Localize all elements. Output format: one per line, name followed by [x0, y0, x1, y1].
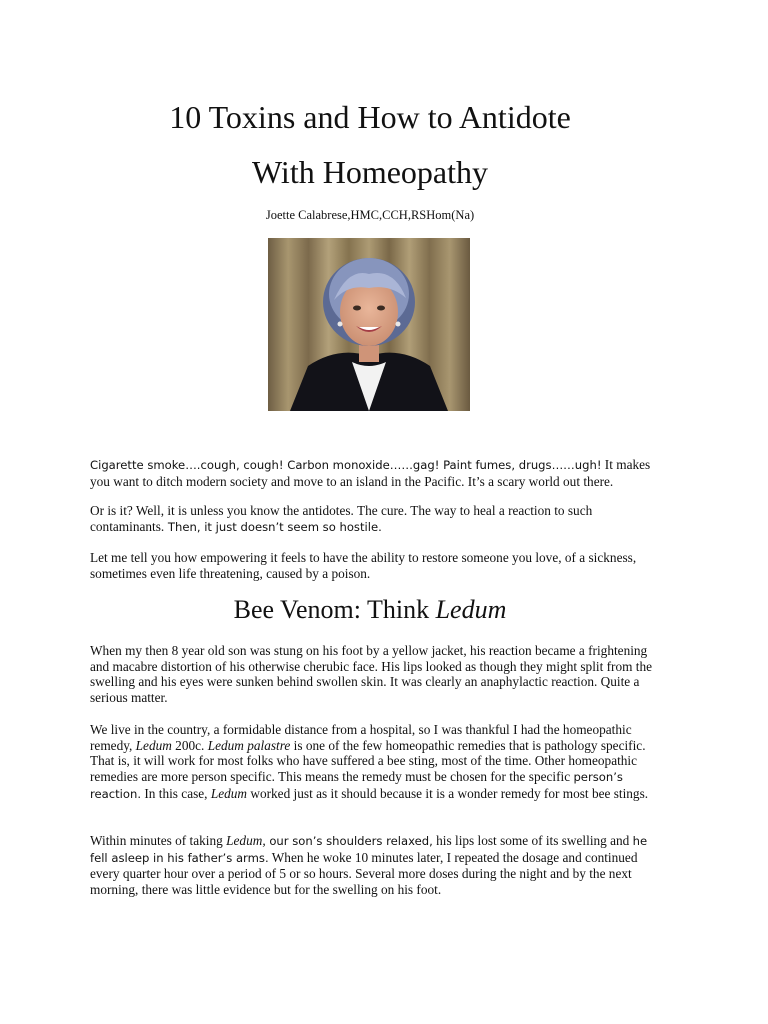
intro-text: It makes you want to ditch modern society and move to an island in the Pacific. It’s a scary world out there. [90, 457, 651, 489]
remedy-name: Ledum [135, 737, 172, 753]
author-credit: Joette Calabrese,HMC,CCH,RSHom(Na) [265, 208, 475, 222]
remedy-name: Ledum [210, 785, 248, 801]
portrait-photo [268, 238, 470, 411]
intro-paragraph-3: Let me tell you how empowering it feels to have the ability to restore someone you love, of a sickness, sometimes even life threatening, caused by a poison. [90, 550, 637, 581]
remedy-name: Ledum, [226, 833, 266, 848]
section-paragraph-3 [90, 833, 668, 898]
intro-paragraph-2 [90, 503, 668, 535]
paragraph-text: When he woke 10 minutes later, I repeated the dosage and continued every quarter hour over a period of 5 or so hours. Several more doses during the night and by the next morning, there was little evidence but for the swelling on his foot. [90, 849, 638, 898]
page-title-line-2: With Homeopathy [252, 154, 488, 190]
paragraph-text: In this case, [141, 785, 211, 801]
paragraph-text: his lips lost some of its swelling and [432, 833, 633, 848]
section-heading-remedy: Ledum [435, 595, 507, 624]
portrait-icon [268, 238, 470, 411]
intro-text-alt: Then, it just doesn’t seem so hostile. [164, 519, 382, 534]
paragraph-text: is one of the few homeopathic remedies that is pathology specific. That is, it will work for most folks who have suffered a bee sting, most of the time. Other homeopathic remedies are more person specific. This means the remedy must be chosen for the specific [90, 737, 646, 785]
intro-paragraph-1 [90, 457, 668, 489]
paragraph-text-alt: person’s reaction. [90, 770, 623, 801]
paragraph-text-alt: our son’s shoulders relaxed, [265, 834, 433, 848]
section-paragraph-2 [90, 722, 668, 803]
paragraph-text-alt: he fell asleep in his father’s arms. [90, 834, 648, 865]
intro-toxin-list: Cigarette smoke….cough, cough! Carbon monoxide……gag! Paint fumes, drugs……ugh! [90, 458, 602, 472]
page-title-line-1: 10 Toxins and How to Antidote [169, 99, 571, 135]
paragraph-text: worked just as it should because it is a wonder remedy for most bee stings. [247, 785, 649, 801]
paragraph-text: We live in the country, a formidable distance from a hospital, so I was thankful I had the homeopathic remedy, [90, 722, 632, 753]
intro-text: Or is it? Well, it is unless you know the antidotes. The cure. The way to heal a reaction to such contaminants. [90, 503, 593, 534]
paragraph-text: 200c. [171, 737, 208, 753]
remedy-name: Ledum palastre [207, 737, 291, 753]
section-heading-bee-venom [0, 596, 740, 625]
section-heading-text: Bee Venom: Think [233, 595, 436, 624]
section-paragraph-1: When my then 8 year old son was stung on his foot by a yellow jacket, his reaction became a frightening and macabre distortion of his otherwise cherubic face. His lips looked as though they might split from the swelling and his eyes were sunken behind swollen skin. It was clearly an anaphylactic reaction. Quite a serious matter. [90, 643, 653, 706]
paragraph-text: Within minutes of taking [90, 833, 227, 848]
